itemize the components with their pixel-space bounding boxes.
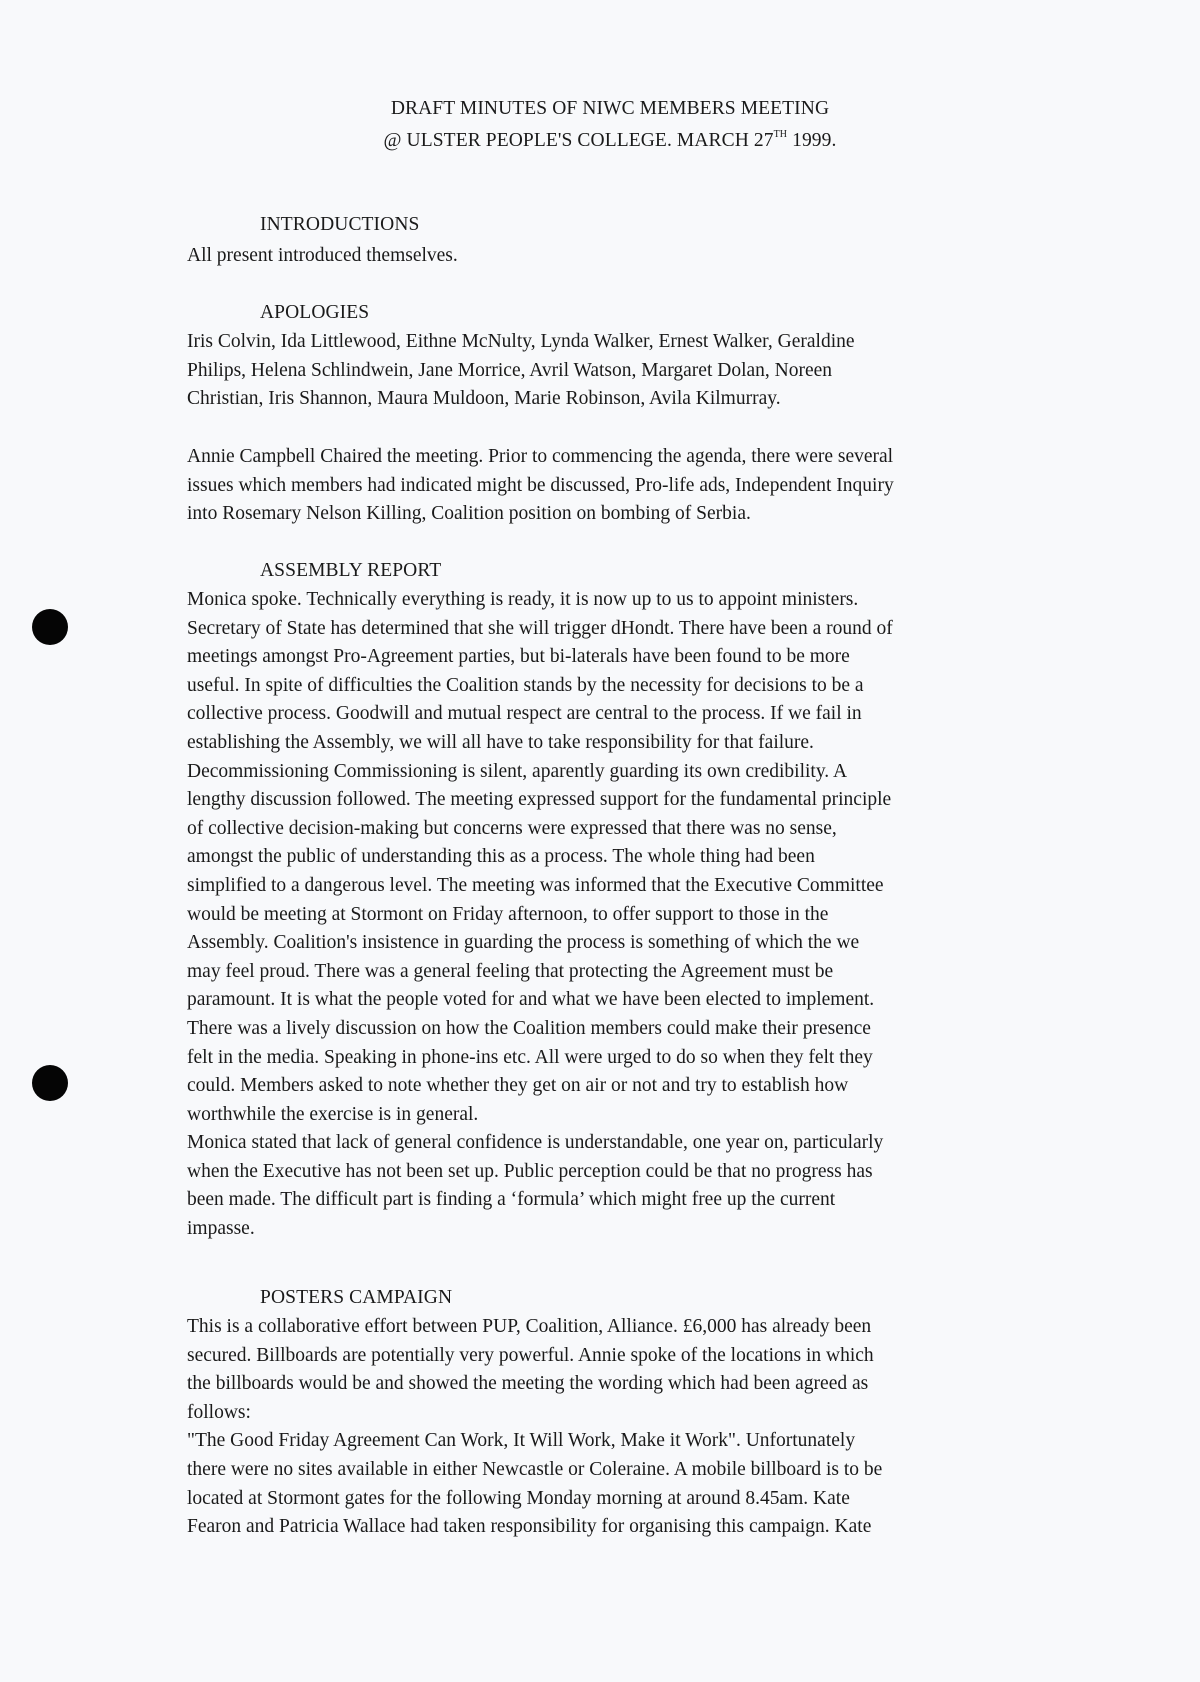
text-line: amongst the public of understanding this as a process. The whole thing had been <box>187 846 815 868</box>
text-line: paramount. It is what the people voted for and what we have been elected to implement. <box>187 989 875 1011</box>
text-line: Decommissioning Commissioning is silent, aparently guarding its own credibility. A <box>187 760 848 782</box>
text-line: of collective decision-making but concerns were expressed that there was no sense, <box>187 817 837 839</box>
text-line: establishing the Assembly, we will all have to take responsibility for that failure. <box>187 731 814 753</box>
punch-hole-mark <box>32 1065 68 1101</box>
chair-text <box>187 443 1107 529</box>
text-line: would be meeting at Stormont on Friday afternoon, to offer support to those in the <box>187 903 829 925</box>
text-line: may feel proud. There was a general feeling that protecting the Agreement must be <box>187 960 834 982</box>
text-line: Secretary of State has determined that she will trigger dHondt. There have been a round of <box>187 617 893 639</box>
text-line: impasse. <box>187 1218 255 1240</box>
title-line-2 <box>300 122 920 154</box>
text-line: there were no sites available in either Newcastle or Coleraine. A mobile billboard is to be <box>187 1458 883 1480</box>
text-line: This is a collaborative effort between PUP, Coalition, Alliance. £6,000 has already been <box>187 1316 872 1337</box>
heading-introductions: INTRODUCTIONS <box>260 214 420 235</box>
text-line: simplified to a dangerous level. The meeting was informed that the Executive Committee <box>187 874 884 896</box>
text-line: "The Good Friday Agreement Can Work, It Will Work, Make it Work". Unfortunately <box>187 1430 856 1452</box>
text-line: Annie Campbell Chaired the meeting. Prior to commencing the agenda, there were several <box>187 446 894 467</box>
text-line: into Rosemary Nelson Killing, Coalition position on bombing of Serbia. <box>187 503 751 525</box>
heading-assembly-report: ASSEMBLY REPORT <box>260 560 442 581</box>
posters-campaign-text <box>187 1313 1107 1542</box>
text-line: when the Executive has not been set up. Public perception could be that no progress has <box>187 1160 873 1182</box>
title-venue: @ ULSTER PEOPLE'S COLLEGE. MARCH 27 <box>383 130 774 151</box>
text-line: Assembly. Coalition's insistence in guarding the process is something of which the we <box>187 932 860 954</box>
text-line: collective process. Goodwill and mutual respect are central to the process. If we fail in <box>187 703 862 725</box>
text-line: the billboards would be and showed the meeting the wording which had been agreed as <box>187 1373 869 1395</box>
text-line: been made. The difficult part is finding a ‘formula’ which might free up the current <box>187 1189 836 1211</box>
assembly-report-text <box>187 586 1107 1244</box>
text-line: useful. In spite of difficulties the Coalition stands by the necessity for decisions to be a <box>187 674 864 696</box>
text-line: issues which members had indicated might be discussed, Pro-life ads, Independent Inquiry <box>187 474 894 496</box>
text-line: Fearon and Patricia Wallace had taken responsibility for organising this campaign. Kate <box>187 1516 872 1538</box>
text-line: lengthy discussion followed. The meeting expressed support for the fundamental principle <box>187 789 892 811</box>
heading-posters-campaign: POSTERS CAMPAIGN <box>260 1287 453 1308</box>
introductions-text <box>187 242 1107 271</box>
text-line: felt in the media. Speaking in phone-ins etc. All were urged to do so when they felt they <box>187 1046 873 1068</box>
text-line: Monica spoke. Technically everything is ready, it is now up to us to appoint ministers. <box>187 589 859 610</box>
text-line: Monica stated that lack of general confidence is understandable, one year on, particularly <box>187 1132 884 1154</box>
title-ordinal-suffix: TH <box>773 129 788 140</box>
text-line: Christian, Iris Shannon, Maura Muldoon, Marie Robinson, Avila Kilmurray. <box>187 388 781 410</box>
apologies-text <box>187 328 1107 414</box>
document-title <box>300 96 920 154</box>
text-line: located at Stormont gates for the following Monday morning at around 8.45am. Kate <box>187 1487 850 1509</box>
title-line-1: DRAFT MINUTES OF NIWC MEMBERS MEETING <box>390 98 830 119</box>
text-line: All present introduced themselves. <box>187 245 458 266</box>
text-line: secured. Billboards are potentially very powerful. Annie spoke of the locations in which <box>187 1344 874 1366</box>
text-line: There was a lively discussion on how the Coalition members could make their presence <box>187 1017 871 1039</box>
text-line: meetings amongst Pro-Agreement parties, but bi-laterals have been found to be more <box>187 646 850 668</box>
title-year: 1999. <box>787 130 837 151</box>
text-line: Philips, Helena Schlindwein, Jane Morrice, Avril Watson, Margaret Dolan, Noreen <box>187 359 833 381</box>
text-line: worthwhile the exercise is in general. <box>187 1103 479 1125</box>
text-line: follows: <box>187 1401 251 1423</box>
punch-hole-mark <box>32 609 68 645</box>
text-line: could. Members asked to note whether they get on air or not and try to establish how <box>187 1075 849 1097</box>
text-line: Iris Colvin, Ida Littlewood, Eithne McNulty, Lynda Walker, Ernest Walker, Geraldine <box>187 331 855 352</box>
heading-apologies: APOLOGIES <box>260 302 370 323</box>
